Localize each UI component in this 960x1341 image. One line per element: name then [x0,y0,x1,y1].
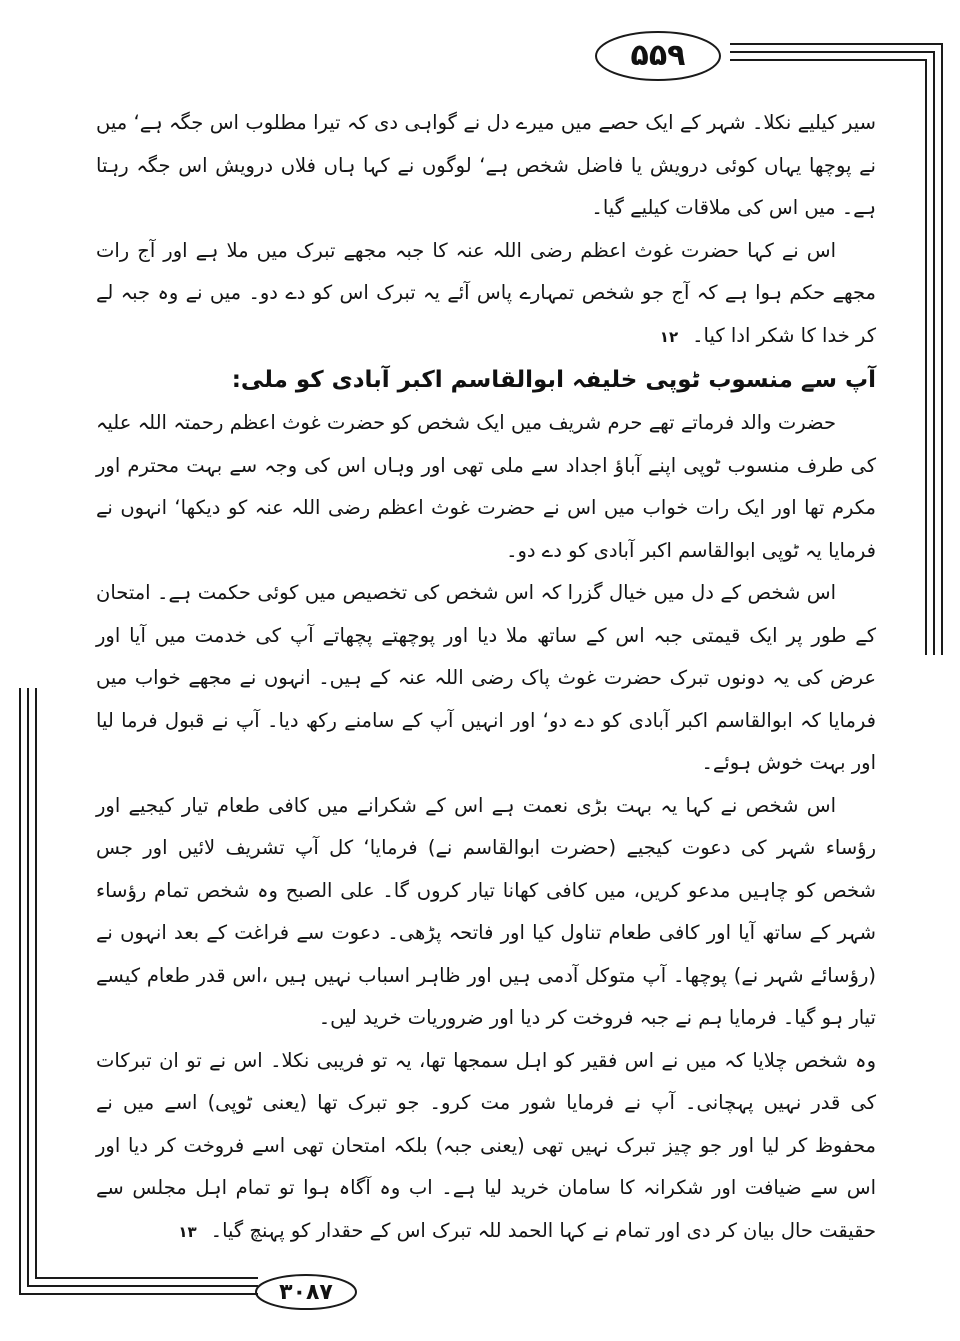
reference-number: ۱۲ [659,327,679,346]
paragraph [96,230,876,359]
section-heading: آپ سے منسوب ٹوپی خلیفہ ابوالقاسم اکبر آبادی کو ملی: [231,367,876,393]
page-number-top: ۵۵۹ [630,38,686,73]
paragraph: حضرت والد فرماتے تھے حرم شریف میں ایک شخص کو حضرت غوث اعظم رحمتہ اللہ علیہ کی طرف منسوب ٹوپی اپنے آباؤ اجداد سے ملی تھی اور وہاں اس کی وجہ سے بہت محترم اور مکرم تھا اور ایک رات خواب میں اس نے حضرت غوث اعظم رضی اللہ عنہ کو دیکھا‘ انہوں نے فرمایا یہ ٹوپی ابوالقاسم اکبر آبادی کو دے دو۔ [96,411,876,562]
paragraph: اس شخص کے دل میں خیال گزرا کہ اس شخص کی تخصیص میں کوئی حکمت ہے۔ امتحان کے طور پر ایک قیمتی جبہ اس کے ساتھ ملا دیا اور پوچھتے پچھاتے آپ کی خدمت میں آیا اور عرض کی یہ دونوں تبرک حضرت غوث پاک رضی اللہ عنہ کے ہیں۔ انہوں نے مجھے خواب میں فرمایا کہ ابوالقاسم اکبر آبادی کو دے دو‘ اور انہیں آپ کے سامنے رکھ دیا۔ آپ نے قبول فرما لیا اور بہت خوش ہوئے۔ [96,581,876,774]
paragraph [96,1040,876,1254]
page-number-bottom: ۳۰۸۷ [279,1280,333,1305]
text-section-1 [96,102,876,358]
paragraph: اس شخص نے کہا یہ بہت بڑی نعمت ہے اس کے شکرانے میں کافی طعام تیار کیجیے اور رؤساء شہر کی دعوت کیجیے (حضرت ابوالقاسم نے) فرمایا‘ کل آپ تشریف لائیں اور جس شخص کو چاہیں مدعو کریں، میں کافی کھانا تیار کروں گا۔ علی الصبح وہ شخص تمام رؤساء شہر کے ساتھ آیا اور کافی طعام تناول کیا اور فاتحہ پڑھی۔ دعوت سے فراغت کے بعد انہوں نے (رؤسائے شہر نے) پوچھا۔ آپ متوکل آدمی ہیں اور ظاہر اسباب نہیں ہیں ،اس قدر طعام کیسے تیار ہو گیا۔ فرمایا ہم نے جبہ فروخت کر دیا اور ضروریات خرید لیں۔ [96,793,876,1029]
text-section-2 [96,402,876,1253]
paragraph-text: اس نے کہا حضرت غوث اعظم رضی اللہ عنہ کا جبہ مجھے تبرک میں ملا ہے اور آج رات مجھے حکم ہوا ہے کہ آج جو شخص تمہارے پاس آئے یہ تبرک اس کو دے دو۔ میں نے وہ جبہ لے کر خدا کا شکر ادا کیا۔ [96,238,876,347]
paragraph: سیر کیلیے نکلا۔ شہر کے ایک حصے میں میرے دل نے گواہی دی کہ تیرا مطلوب اس جگہ ہے‘ میں نے پوچھا یہاں کوئی درویش یا فاضل شخص ہے‘ لوگوں نے کہا ہاں فلاں درویش اس جگہ رہتا ہے۔ میں اس کی ملاقات کیلیے گیا۔ [96,111,876,219]
reference-number: ۱۳ [178,1222,197,1241]
paragraph-text: وہ شخص چلایا کہ میں نے اس فقیر کو اہل سمجھا تھا، یہ تو فریبی نکلا۔ اس نے تو ان تبرکات کی قدر نہیں پہچانی۔ آپ نے فرمایا شور مت کرو۔ جو تبرک تھا (یعنی ٹوپی) اسے میں نے محفوظ کر لیا اور جو چیز تبرک نہیں تھی (یعنی جبہ) بلکہ امتحان تھی اسے فروخت کر دیا اور اس سے ضیافت اور شکرانہ کا سامان خرید لیا ہے۔ اب وہ آگاہ ہوا تو تمام اہل مجلس سے حقیقت حال بیان کر دی اور تمام نے کہا الحمد للہ تبرک اس کے حقدار کو پہنچ گیا۔ [96,1048,876,1242]
